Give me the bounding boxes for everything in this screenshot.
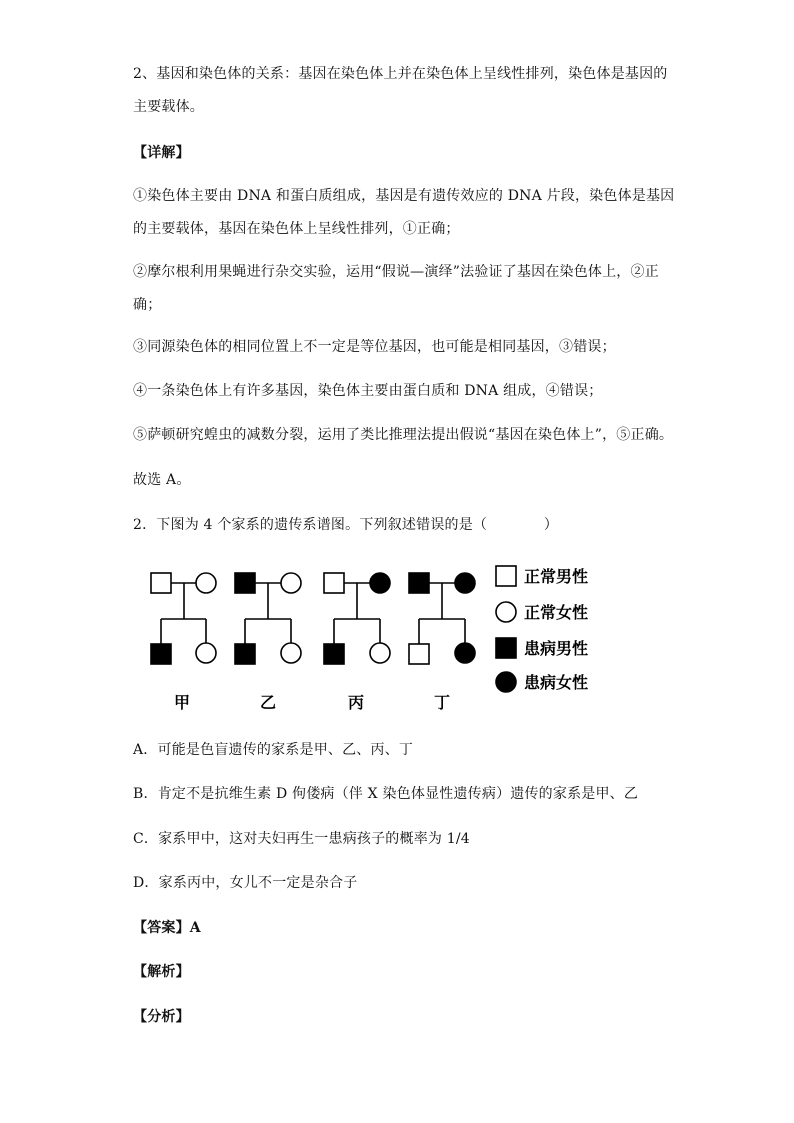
- choice-conclusion: 故选 A。: [133, 472, 191, 488]
- statement-4: ④一条染色体上有许多基因，染色体主要由蛋白质和 DNA 组成，④错误；: [133, 383, 603, 399]
- family-bing-pedigree: [324, 573, 390, 664]
- option-c: C．家系甲中，这对夫妇再生一患病孩子的概率为 1/4: [133, 831, 470, 847]
- family-label-ding: 丁: [433, 693, 451, 712]
- legend-affected-female-label: 患病女性: [524, 673, 589, 692]
- option-d: D．家系丙中，女儿不一定是杂合子: [133, 875, 358, 891]
- family-label-jia: 甲: [173, 693, 191, 712]
- option-a: A．可能是色盲遗传的家系是甲、乙、丙、丁: [133, 742, 414, 758]
- answer-line: 【答案】A: [133, 920, 201, 936]
- family-jia-pedigree: [151, 573, 216, 664]
- legend-normal-female-icon: [496, 602, 516, 622]
- family-label-yi: 乙: [259, 693, 277, 712]
- legend-normal-male-label: 正常男性: [524, 567, 589, 586]
- statement-2: ②摩尔根利用果蝇进行杂交实验，运用“假说—演绎”法验证了基因在染色体上，②正: [133, 264, 659, 280]
- family-yi-pedigree: [235, 573, 301, 664]
- statement-1-continued: 的主要载体，基因在染色体上呈线性排列，①正确；: [133, 221, 460, 237]
- family-label-bing: 丙: [347, 693, 365, 712]
- paragraph-gene-chromosome-relation: 2、基因和染色体的关系：基因在染色体上并在染色体上呈线性排列，染色体是基因的: [133, 66, 668, 82]
- statement-1: ①染色体主要由 DNA 和蛋白质组成，基因是有遗传效应的 DNA 片段，染色体是基因: [133, 188, 675, 204]
- statement-3: ③同源染色体的相同位置上不一定是等位基因，也可能是相同基因，③错误；: [133, 339, 616, 355]
- family-ding-pedigree: [409, 573, 475, 664]
- section-heading-analysis: 【解析】: [133, 964, 190, 980]
- paragraph-continued: 主要载体。: [133, 99, 204, 115]
- legend-affected-male-icon: [496, 638, 516, 658]
- option-b: B．肯定不是抗维生素 D 佝偻病（伴 X 染色体显性遗传病）遗传的家系是甲、乙: [133, 786, 639, 802]
- pedigree-figure: [140, 562, 640, 716]
- statement-5: ⑤萨顿研究蝗虫的减数分裂，运用了类比推理法提出假说“基因在染色体上”，⑤正确。: [133, 427, 674, 443]
- section-heading-detail: 【详解】: [133, 145, 190, 161]
- statement-2-continued: 确；: [133, 297, 162, 313]
- question-2-stem: 2．下图为 4 个家系的遗传系谱图。下列叙述错误的是（ ）: [133, 517, 559, 533]
- legend-affected-male-label: 患病男性: [524, 639, 589, 658]
- section-heading-fenxi: 【分析】: [133, 1009, 190, 1025]
- legend-normal-female-label: 正常女性: [524, 603, 589, 622]
- legend-affected-female-icon: [496, 672, 516, 692]
- legend-normal-male-icon: [496, 566, 516, 586]
